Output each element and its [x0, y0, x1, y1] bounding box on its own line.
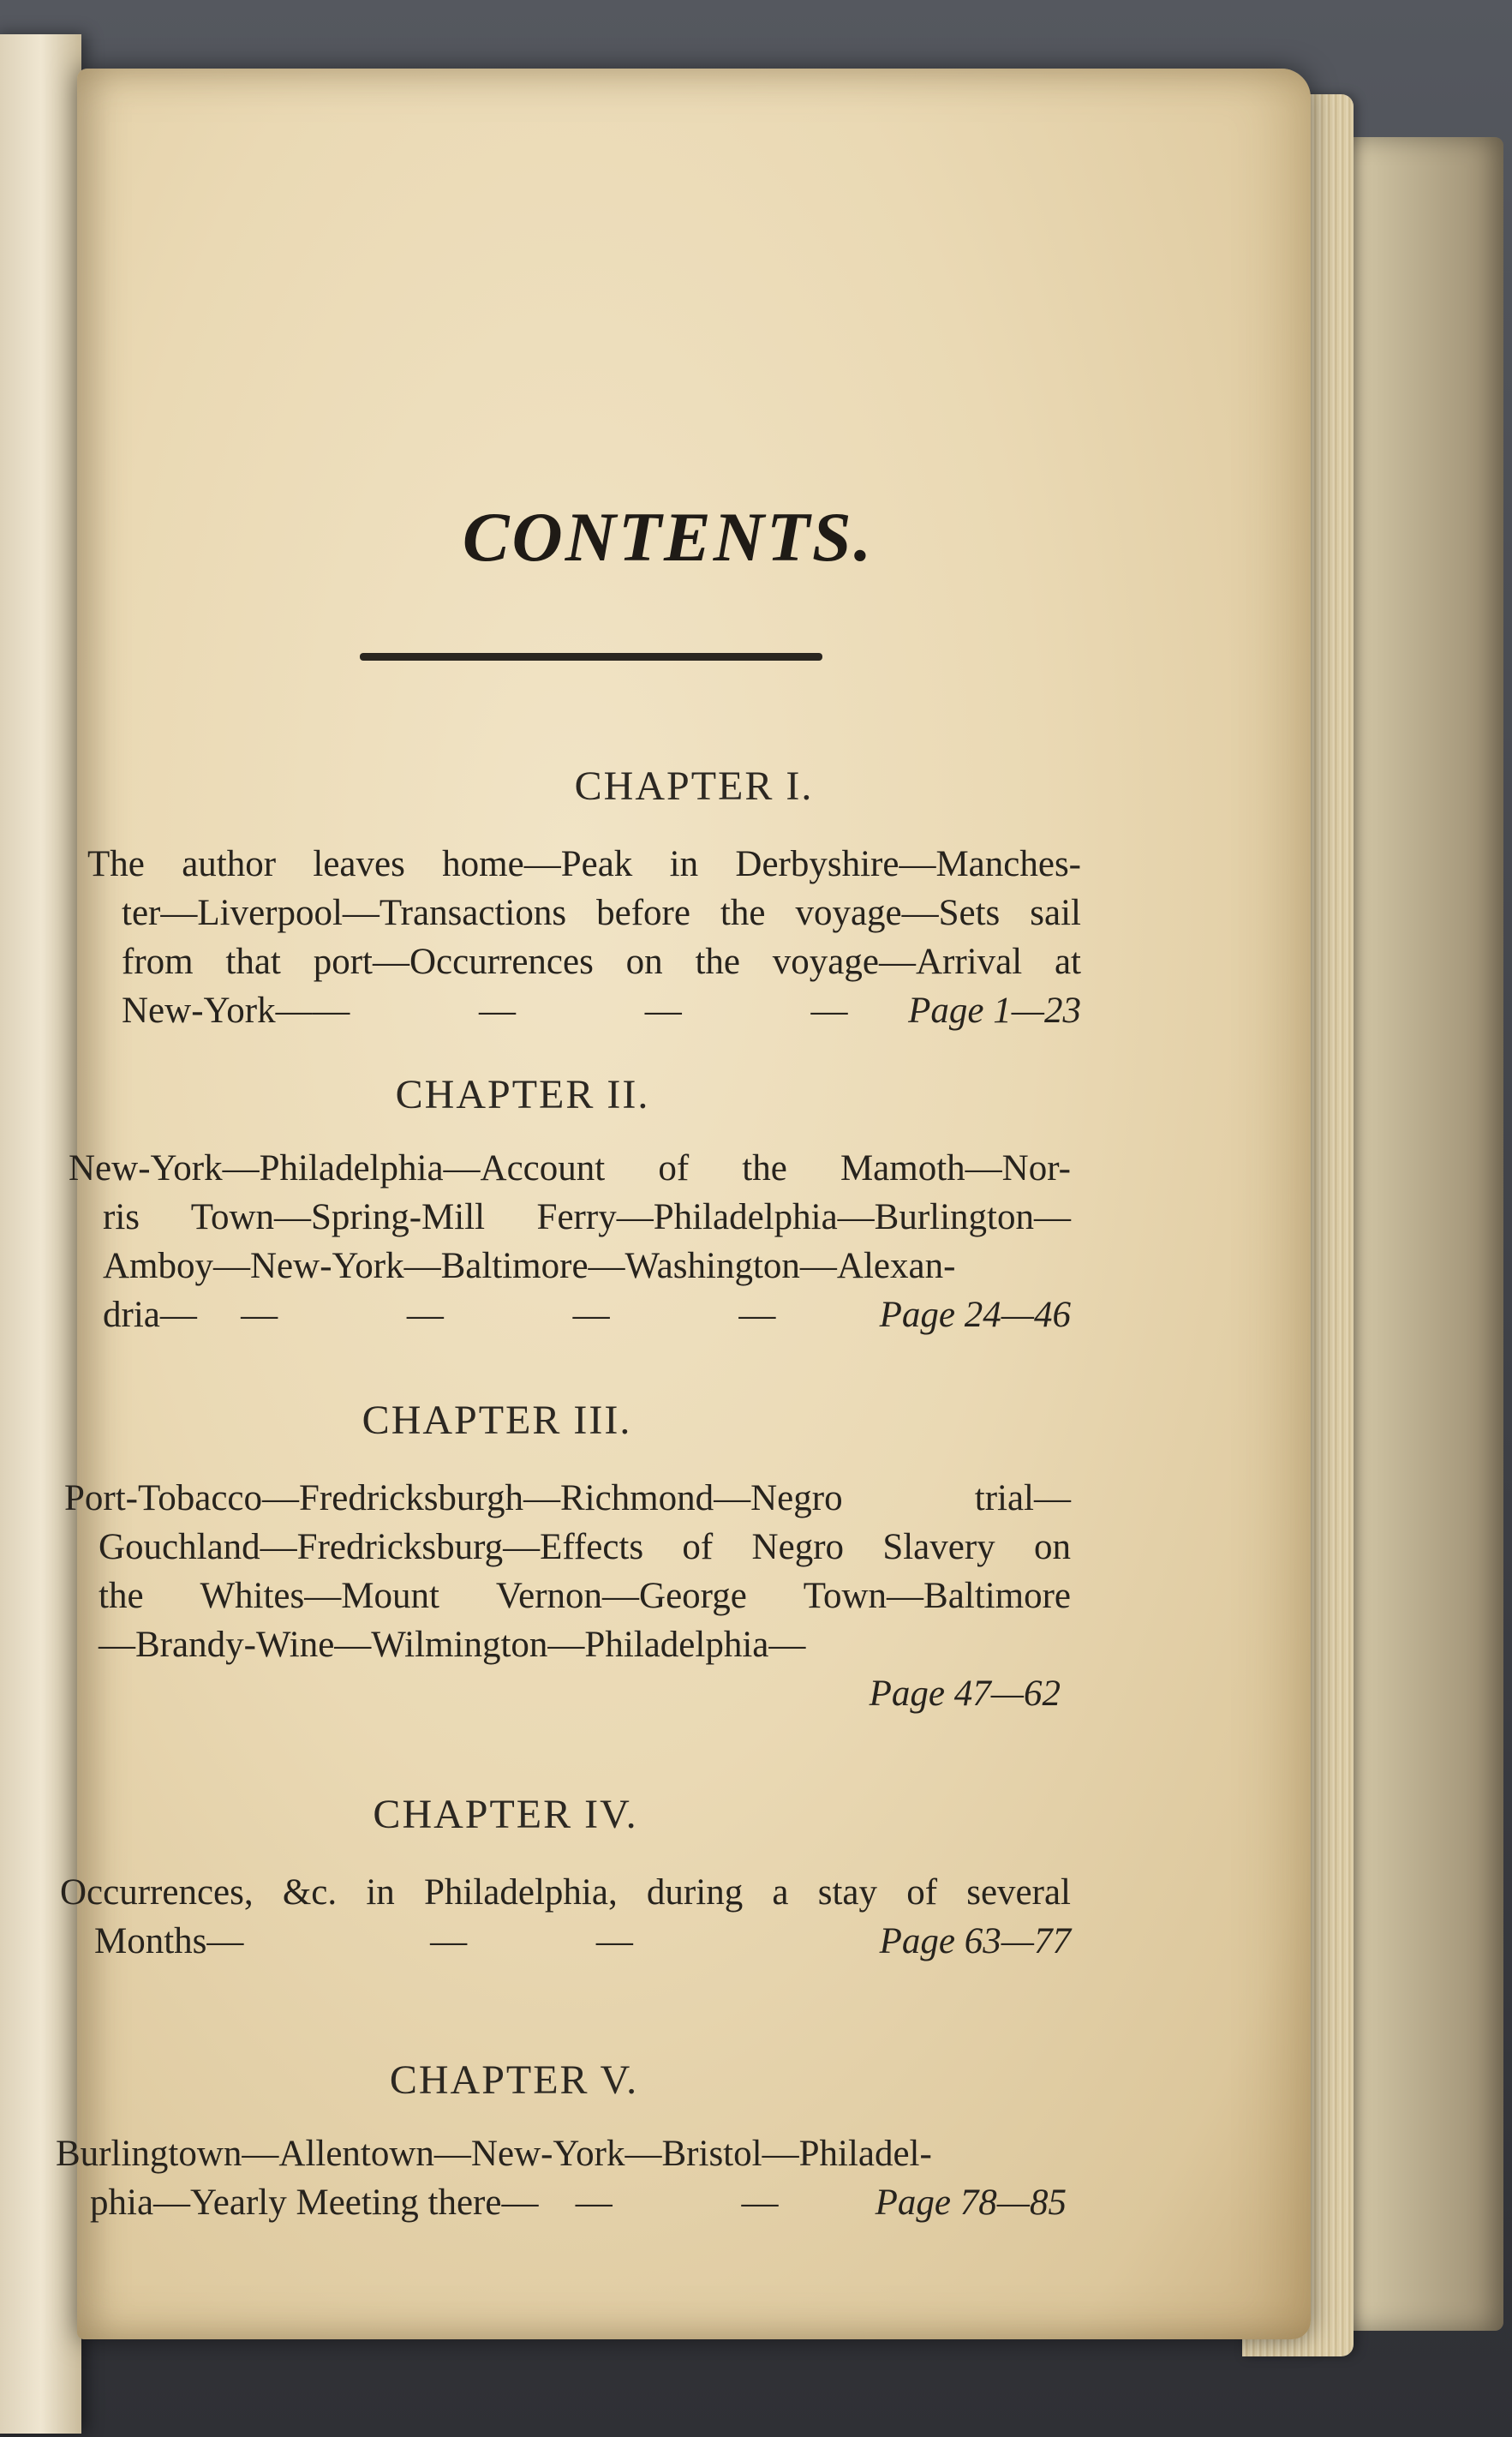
- chapter-entry: [87, 840, 1081, 1035]
- entry-line: Burlingtown—Allentown—New-York—Bristol—Philadel-: [56, 2134, 932, 2174]
- entry-line: —Brandy-Wine—Wilmington—Philadelphia—: [99, 1625, 806, 1665]
- contents-page: [56, 69, 1311, 2339]
- entry-line: phia—Yearly Meeting there—: [90, 2183, 539, 2223]
- chapter-entry: [69, 1144, 1071, 1339]
- entry-line: the Whites—Mount Vernon—George Town—Baltimore: [99, 1576, 1071, 1616]
- leader-dashes: — — — —: [241, 1295, 836, 1335]
- entry-last-line: [69, 1290, 1071, 1339]
- entry-line: Occurrences, &c. in Philadelphia, during a stay of several: [60, 1872, 1071, 1913]
- chapter-entry: [60, 1868, 1071, 1966]
- chapter-heading: CHAPTER I.: [574, 763, 814, 809]
- entry-line: New-York—: [122, 991, 313, 1031]
- entry-line: Gouchland—Fredricksburg—Effects of Negro Slavery on: [99, 1527, 1071, 1567]
- entry-line: Months—: [94, 1921, 244, 1961]
- entry-line: New-York—Philadelphia—Account of the Mamoth—Nor-: [69, 1148, 1071, 1189]
- entry-last-line: [87, 986, 1081, 1035]
- chapter-entry: [64, 1474, 1071, 1718]
- page-reference: Page 47—62: [869, 1674, 1061, 1714]
- page-reference: Page 78—85: [875, 2183, 1067, 2223]
- entry-last-line: [60, 1917, 1071, 1966]
- chapter-heading: CHAPTER V.: [389, 2057, 639, 2103]
- title-rule: [360, 653, 822, 661]
- page-reference: Page 1—23: [908, 991, 1081, 1031]
- chapter-entry: [56, 2129, 1067, 2227]
- leader-dashes: — — — —: [313, 991, 908, 1031]
- entry-line: ris Town—Spring-Mill Ferry—Philadelphia—Burlington—: [103, 1197, 1071, 1237]
- page-title: CONTENTS.: [462, 498, 875, 576]
- page-content: [56, 69, 1311, 2339]
- entry-last-line: [56, 2178, 1067, 2227]
- entry-line: Amboy—New-York—Baltimore—Washington—Alexan-: [103, 1246, 956, 1286]
- leader-dashes: — —: [575, 2183, 839, 2223]
- entry-line: Port-Tobacco—Fredricksburgh—Richmond—Negro trial—: [64, 1478, 1071, 1518]
- entry-line: dria—: [103, 1295, 197, 1335]
- page-reference: Page 24—46: [879, 1295, 1071, 1335]
- entry-line: The author leaves home—Peak in Derbyshire—Manches-: [87, 844, 1081, 884]
- page-reference: Page 63—77: [879, 1921, 1071, 1961]
- chapter-heading: CHAPTER II.: [395, 1072, 650, 1117]
- entry-line: from that port—Occurrences on the voyage—Arrival at: [122, 942, 1081, 982]
- leader-dashes: — —: [430, 1921, 693, 1961]
- entry-line: ter—Liverpool—Transactions before the voyage—Sets sail: [122, 893, 1081, 933]
- chapter-heading: CHAPTER III.: [362, 1398, 632, 1443]
- chapter-heading: CHAPTER IV.: [373, 1792, 638, 1837]
